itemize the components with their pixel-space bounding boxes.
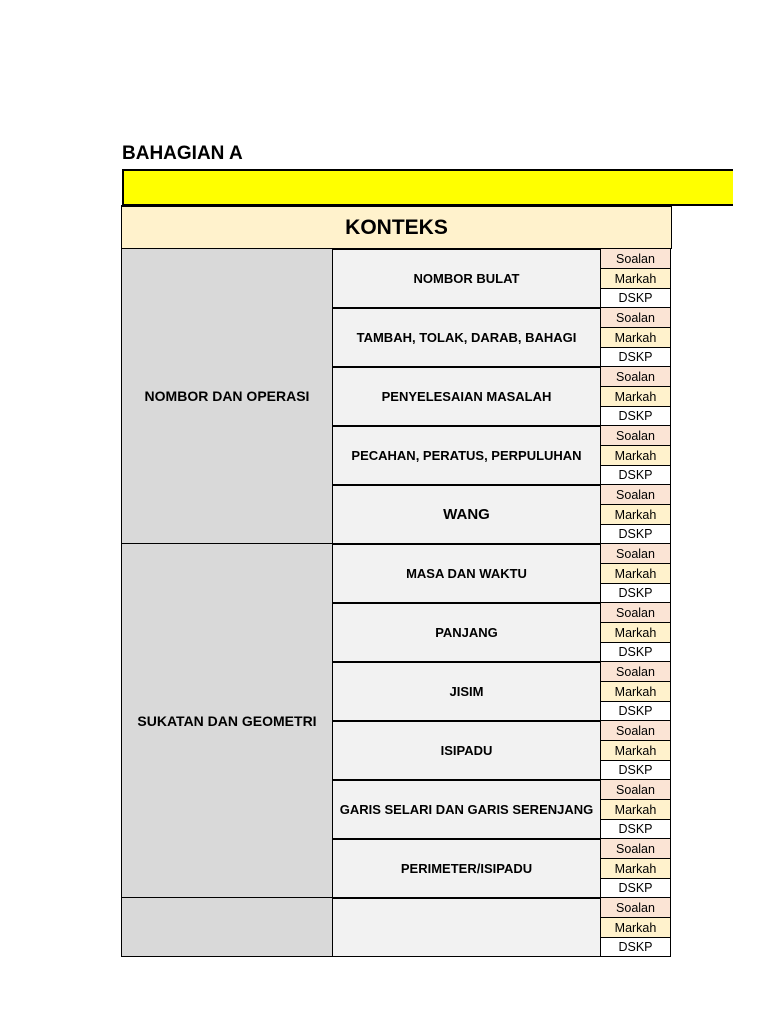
markah-label: Markah — [600, 386, 671, 407]
dskp-label: DSKP — [600, 583, 671, 603]
markah-label: Markah — [600, 917, 671, 938]
topic-cell: MASA DAN WAKTU — [332, 543, 601, 603]
topic-cell: JISIM — [332, 661, 601, 721]
soalan-label: Soalan — [600, 543, 671, 564]
dskp-label: DSKP — [600, 288, 671, 308]
dskp-label: DSKP — [600, 701, 671, 721]
markah-label: Markah — [600, 268, 671, 289]
markah-label: Markah — [600, 622, 671, 643]
topic-cell: ISIPADU — [332, 720, 601, 780]
category-cell: SUKATAN DAN GEOMETRI — [121, 543, 333, 898]
topic-cell: TAMBAH, TOLAK, DARAB, BAHAGI — [332, 307, 601, 367]
dskp-label: DSKP — [600, 347, 671, 367]
soalan-label: Soalan — [600, 248, 671, 269]
soalan-label: Soalan — [600, 897, 671, 918]
topic-cell: WANG — [332, 484, 601, 544]
dskp-label: DSKP — [600, 937, 671, 957]
dskp-label: DSKP — [600, 465, 671, 485]
dskp-label: DSKP — [600, 406, 671, 426]
soalan-label: Soalan — [600, 838, 671, 859]
topic-cell: PERIMETER/ISIPADU — [332, 838, 601, 898]
markah-label: Markah — [600, 563, 671, 584]
soalan-label: Soalan — [600, 307, 671, 328]
markah-label: Markah — [600, 858, 671, 879]
topic-cell: PENYELESAIAN MASALAH — [332, 366, 601, 426]
topic-cell — [332, 897, 601, 957]
section-title: BAHAGIAN A — [122, 143, 243, 164]
category-cell — [121, 897, 333, 957]
dskp-label: DSKP — [600, 760, 671, 780]
markah-label: Markah — [600, 740, 671, 761]
topic-cell: GARIS SELARI DAN GARIS SERENJANG — [332, 779, 601, 839]
konteks-table — [121, 205, 672, 954]
markah-label: Markah — [600, 681, 671, 702]
soalan-label: Soalan — [600, 425, 671, 446]
soalan-label: Soalan — [600, 484, 671, 505]
soalan-label: Soalan — [600, 779, 671, 800]
table-header: KONTEKS — [121, 205, 672, 249]
soalan-label: Soalan — [600, 366, 671, 387]
markah-label: Markah — [600, 445, 671, 466]
dskp-label: DSKP — [600, 878, 671, 898]
soalan-label: Soalan — [600, 602, 671, 623]
highlight-bar — [122, 169, 733, 206]
topic-cell: PECAHAN, PERATUS, PERPULUHAN — [332, 425, 601, 485]
category-cell: NOMBOR DAN OPERASI — [121, 248, 333, 544]
dskp-label: DSKP — [600, 524, 671, 544]
topic-cell: PANJANG — [332, 602, 601, 662]
dskp-label: DSKP — [600, 819, 671, 839]
dskp-label: DSKP — [600, 642, 671, 662]
soalan-label: Soalan — [600, 720, 671, 741]
soalan-label: Soalan — [600, 661, 671, 682]
markah-label: Markah — [600, 504, 671, 525]
topic-cell: NOMBOR BULAT — [332, 248, 601, 308]
markah-label: Markah — [600, 799, 671, 820]
markah-label: Markah — [600, 327, 671, 348]
